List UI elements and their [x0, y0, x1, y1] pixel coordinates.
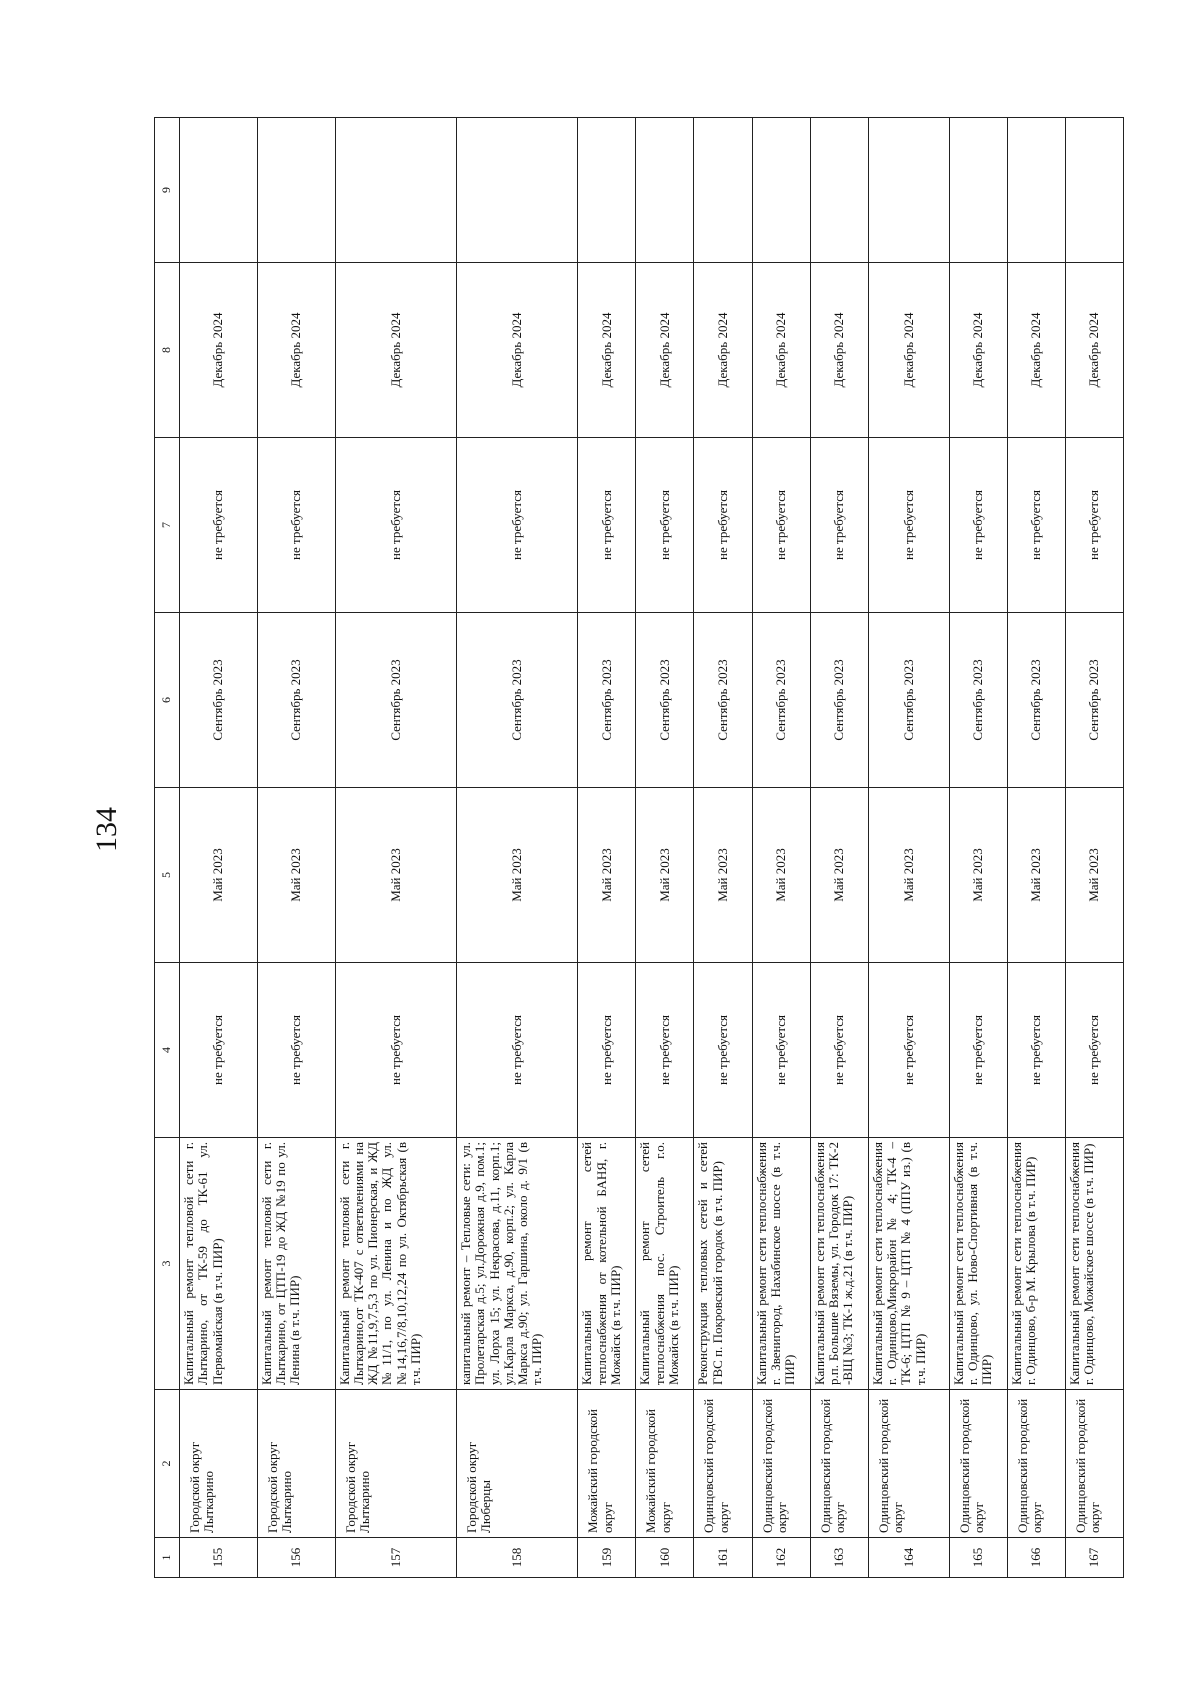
column-9-cell — [257, 118, 335, 263]
column-8-cell: Декабрь 2024 — [752, 263, 810, 438]
column-6-cell: Сентябрь 2023 — [456, 613, 577, 788]
municipality-cell: Одинцовский городской округ — [694, 1390, 752, 1538]
column-7-cell: не требуется — [456, 438, 577, 613]
row-number: 159 — [578, 1538, 636, 1578]
column-5-cell: Май 2023 — [810, 788, 868, 963]
column-9-cell — [1007, 118, 1065, 263]
row-number: 162 — [752, 1538, 810, 1578]
column-4-cell: не требуется — [949, 963, 1007, 1138]
column-9-cell — [636, 118, 694, 263]
column-4-cell: не требуется — [1065, 963, 1123, 1138]
column-7-cell: не требуется — [636, 438, 694, 613]
page-number: 134 — [90, 807, 123, 852]
column-4-cell: не требуется — [180, 963, 258, 1138]
column-header-3: 3 — [155, 1138, 180, 1390]
work-description-cell: Капитальный ремонт сети теплоснабжения г. Одинцово, б-р М. Крылова (в т.ч. ПИР) — [1007, 1138, 1065, 1390]
column-5-cell: Май 2023 — [257, 788, 335, 963]
column-number-header — [155, 118, 180, 1578]
column-8-cell: Декабрь 2024 — [868, 263, 949, 438]
column-7-cell: не требуется — [694, 438, 752, 613]
column-header-4: 4 — [155, 963, 180, 1138]
column-9-cell — [868, 118, 949, 263]
column-7-cell: не требуется — [180, 438, 258, 613]
column-6-cell: Сентябрь 2023 — [949, 613, 1007, 788]
row-number: 160 — [636, 1538, 694, 1578]
row-number: 158 — [456, 1538, 577, 1578]
column-7-cell: не требуется — [949, 438, 1007, 613]
column-5-cell: Май 2023 — [868, 788, 949, 963]
work-description-cell: Капитальный ремонт сетей теплоснабжения пос. Строитель г.о. Можайск (в т.ч. ПИР) — [636, 1138, 694, 1390]
table-row — [335, 118, 456, 1578]
column-5-cell: Май 2023 — [335, 788, 456, 963]
municipality-cell: Одинцовский городской округ — [810, 1390, 868, 1538]
column-8-cell: Декабрь 2024 — [1007, 263, 1065, 438]
column-6-cell: Сентябрь 2023 — [810, 613, 868, 788]
table-row — [752, 118, 810, 1578]
table-row — [1065, 118, 1123, 1578]
municipality-cell: Можайский городской округ — [636, 1390, 694, 1538]
column-7-cell: не требуется — [257, 438, 335, 613]
column-6-cell: Сентябрь 2023 — [752, 613, 810, 788]
municipality-cell: Можайский городской округ — [578, 1390, 636, 1538]
works-schedule-table — [154, 117, 1124, 1578]
row-number: 166 — [1007, 1538, 1065, 1578]
column-7-cell: не требуется — [752, 438, 810, 613]
column-7-cell: не требуется — [868, 438, 949, 613]
column-5-cell: Май 2023 — [752, 788, 810, 963]
column-header-1: 1 — [155, 1538, 180, 1578]
column-6-cell: Сентябрь 2023 — [335, 613, 456, 788]
column-9-cell — [456, 118, 577, 263]
column-6-cell: Сентябрь 2023 — [694, 613, 752, 788]
row-number: 155 — [180, 1538, 258, 1578]
column-4-cell: не требуется — [810, 963, 868, 1138]
column-4-cell: не требуется — [257, 963, 335, 1138]
table-row — [810, 118, 868, 1578]
column-4-cell: не требуется — [868, 963, 949, 1138]
column-5-cell: Май 2023 — [694, 788, 752, 963]
row-number: 165 — [949, 1538, 1007, 1578]
column-8-cell: Декабрь 2024 — [257, 263, 335, 438]
municipality-cell: Одинцовский городской округ — [868, 1390, 949, 1538]
column-7-cell: не требуется — [578, 438, 636, 613]
column-8-cell: Декабрь 2024 — [578, 263, 636, 438]
column-9-cell — [752, 118, 810, 263]
column-9-cell — [810, 118, 868, 263]
column-5-cell: Май 2023 — [1007, 788, 1065, 963]
row-number: 167 — [1065, 1538, 1123, 1578]
column-4-cell: не требуется — [578, 963, 636, 1138]
column-9-cell — [180, 118, 258, 263]
table-row — [578, 118, 636, 1578]
column-6-cell: Сентябрь 2023 — [636, 613, 694, 788]
column-7-cell: не требуется — [810, 438, 868, 613]
column-4-cell: не требуется — [1007, 963, 1065, 1138]
table-row — [868, 118, 949, 1578]
column-header-9: 9 — [155, 118, 180, 263]
document-table-wrapper — [154, 118, 1124, 1578]
column-header-8: 8 — [155, 263, 180, 438]
column-7-cell: не требуется — [1065, 438, 1123, 613]
column-4-cell: не требуется — [636, 963, 694, 1138]
column-4-cell: не требуется — [335, 963, 456, 1138]
column-5-cell: Май 2023 — [578, 788, 636, 963]
table-row — [456, 118, 577, 1578]
column-6-cell: Сентябрь 2023 — [257, 613, 335, 788]
row-number: 163 — [810, 1538, 868, 1578]
column-9-cell — [335, 118, 456, 263]
column-8-cell: Декабрь 2024 — [949, 263, 1007, 438]
column-6-cell: Сентябрь 2023 — [180, 613, 258, 788]
column-5-cell: Май 2023 — [456, 788, 577, 963]
table-row — [636, 118, 694, 1578]
municipality-cell: Одинцовский городской округ — [1007, 1390, 1065, 1538]
work-description-cell: Капитальный ремонт сети теплоснабжения г. Одинцово, Можайское шоссе (в т.ч. ПИР) — [1065, 1138, 1123, 1390]
work-description-cell: Реконструкция тепловых сетей и сетей ГВС п. Покровский городок (в т.ч. ПИР) — [694, 1138, 752, 1390]
column-6-cell: Сентябрь 2023 — [578, 613, 636, 788]
column-6-cell: Сентябрь 2023 — [1007, 613, 1065, 788]
work-description-cell: Капитальный ремонт сети теплоснабжения г. Одинцово,Микрорайон № 4; ТК-4 – ТК-6; ЦТП № 9 – ЦТП № 4 (ППУ из.) (в т.ч. ПИР) — [868, 1138, 949, 1390]
work-description-cell: Капитальный ремонт сети теплоснабжения г. Одинцово, ул. Ново-Спортивная (в т.ч. ПИР) — [949, 1138, 1007, 1390]
table-row — [257, 118, 335, 1578]
table-row — [949, 118, 1007, 1578]
column-4-cell: не требуется — [456, 963, 577, 1138]
column-8-cell: Декабрь 2024 — [810, 263, 868, 438]
column-6-cell: Сентябрь 2023 — [868, 613, 949, 788]
municipality-cell: Одинцовский городской округ — [752, 1390, 810, 1538]
column-header-7: 7 — [155, 438, 180, 613]
column-7-cell: не требуется — [1007, 438, 1065, 613]
work-description-cell: Капитальный ремонт сетей теплоснабжения от котельной БАНЯ, г. Можайск (в т.ч. ПИР) — [578, 1138, 636, 1390]
municipality-cell: Одинцовский городской округ — [949, 1390, 1007, 1538]
column-8-cell: Декабрь 2024 — [636, 263, 694, 438]
municipality-cell: Городской округ Лыткарино — [335, 1390, 456, 1538]
column-8-cell: Декабрь 2024 — [456, 263, 577, 438]
column-9-cell — [694, 118, 752, 263]
column-header-2: 2 — [155, 1390, 180, 1538]
column-6-cell: Сентябрь 2023 — [1065, 613, 1123, 788]
column-8-cell: Декабрь 2024 — [694, 263, 752, 438]
row-number: 164 — [868, 1538, 949, 1578]
table-row — [694, 118, 752, 1578]
municipality-cell: Городской округ Лыткарино — [257, 1390, 335, 1538]
column-5-cell: Май 2023 — [949, 788, 1007, 963]
municipality-cell: Городской округ Лыткарино — [180, 1390, 258, 1538]
work-description-cell: Капитальный ремонт сети теплоснабжения р.п. Большие Вяземы, ул. Городок 17: ТК-2 -ВЩ №3; ТК-1 ж.д.21 (в т.ч. ПИР) — [810, 1138, 868, 1390]
work-description-cell: Капитальный ремонт сети теплоснабжения г. Звенигород, Нахабинское шоссе (в т.ч. ПИР) — [752, 1138, 810, 1390]
row-number: 157 — [335, 1538, 456, 1578]
work-description-cell: Капитальный ремонт тепловой сети г. Лыткарино, от ЦТП-19 до ЖД №19 по ул. Ленина (в т.ч. ПИР) — [257, 1138, 335, 1390]
column-8-cell: Декабрь 2024 — [180, 263, 258, 438]
work-description-cell: капитальный ремонт – Тепловые сети: ул. Пролетарская д.5; ул.Дорожная д.9, пом.1; ул. Лорха 15; ул. Некрасова, д.11, корп.1; ул.Карла Маркса, д.90, корп.2; ул. Карла Маркса д.90; ул. Гаршина, около д. 9/1 (в т.ч. ПИР) — [456, 1138, 577, 1390]
column-header-6: 6 — [155, 613, 180, 788]
column-9-cell — [949, 118, 1007, 263]
table-row — [1007, 118, 1065, 1578]
column-8-cell: Декабрь 2024 — [335, 263, 456, 438]
municipality-cell: Городской округ Люберцы — [456, 1390, 577, 1538]
work-description-cell: Капитальный ремонт тепловой сети г. Лыткарино, от ТК-59 до ТК-61 ул. Первомайская (в т.ч. ПИР) — [180, 1138, 258, 1390]
row-number: 156 — [257, 1538, 335, 1578]
table-body — [180, 118, 1124, 1578]
column-8-cell: Декабрь 2024 — [1065, 263, 1123, 438]
column-5-cell: Май 2023 — [636, 788, 694, 963]
table-row — [180, 118, 258, 1578]
column-5-cell: Май 2023 — [180, 788, 258, 963]
row-number: 161 — [694, 1538, 752, 1578]
column-4-cell: не требуется — [752, 963, 810, 1138]
column-5-cell: Май 2023 — [1065, 788, 1123, 963]
column-9-cell — [578, 118, 636, 263]
column-7-cell: не требуется — [335, 438, 456, 613]
column-4-cell: не требуется — [694, 963, 752, 1138]
work-description-cell: Капитальный ремонт тепловой сети г. Лыткарино,от ТК-407 с ответвлениями на ЖД №11,9,7,5,3 по ул. Пионерская, и ЖД №11/1, по ул. Ленина и по ЖД ул. №14,16,7/8,10,12,24 по ул. Октябрьская (в т.ч. ПИР) — [335, 1138, 456, 1390]
column-9-cell — [1065, 118, 1123, 263]
municipality-cell: Одинцовский городской округ — [1065, 1390, 1123, 1538]
column-header-5: 5 — [155, 788, 180, 963]
